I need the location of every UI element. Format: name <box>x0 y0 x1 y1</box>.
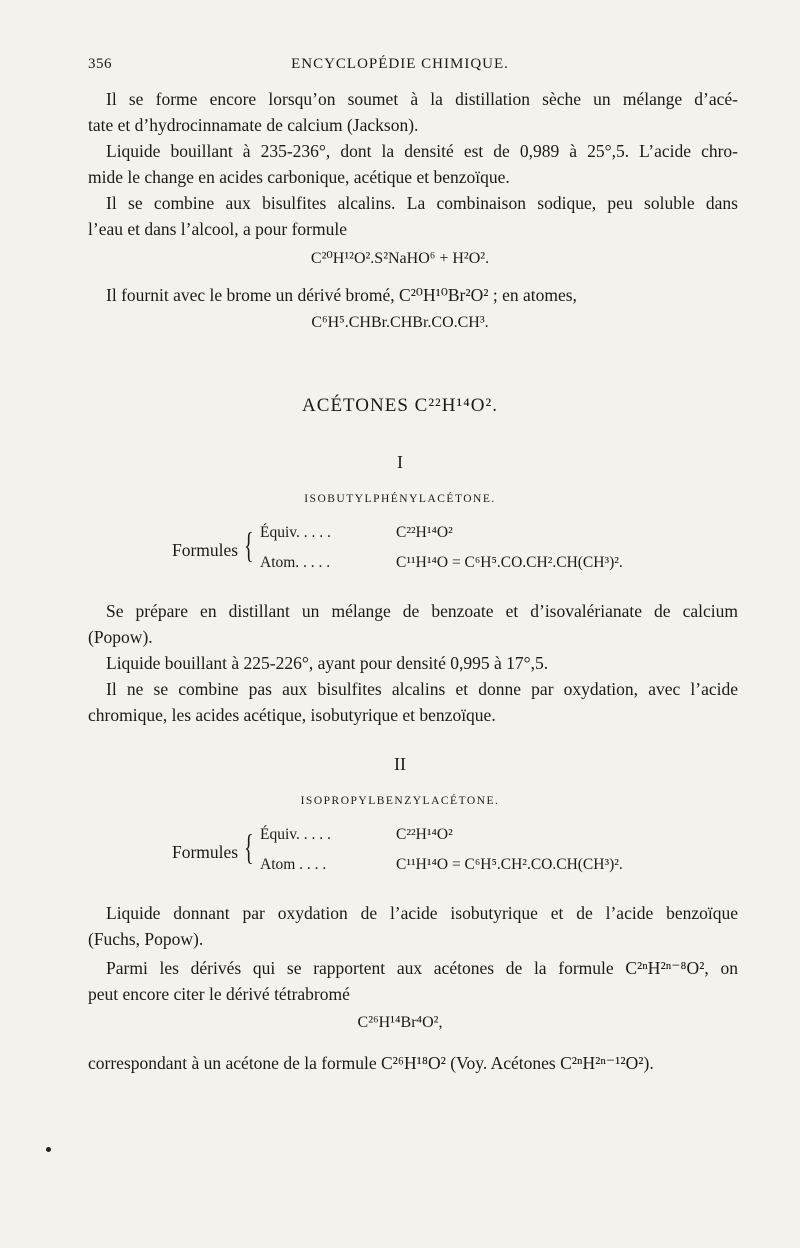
paragraph-line: Il fournit avec le brome un dérivé bromé, C²⁰H¹⁰Br²O² ; en atomes, <box>106 285 577 305</box>
compound-name: ISOPROPYLBENZYLACÉTONE. <box>300 795 500 807</box>
paragraph-line: chromique, les acides acétique, isobutyrique et benzoïque. <box>88 705 496 725</box>
paragraph-line: tate et d’hydrocinnamate de calcium (Jackson). <box>88 115 419 135</box>
chemical-formula: C²⁶H¹⁴Br⁴O², <box>357 1014 443 1031</box>
left-brace: { <box>244 525 254 565</box>
paragraph-line: Se prépare en distillant un mélange de benzoate et d’isovalérianate de calcium <box>106 601 738 621</box>
paragraph-line: Il ne se combine pas aux bisulfites alcalins et donne par oxydation, avec l’acide <box>106 679 738 699</box>
paragraph-line: Liquide bouillant à 235-236°, dont la densité est de 0,989 à 25°,5. L’acide chro- <box>106 141 738 161</box>
paragraph-line: (Popow). <box>88 627 153 647</box>
margin-dot <box>46 1147 51 1152</box>
compound-numeral: I <box>397 452 403 472</box>
atom-formula: C¹¹H¹⁴O = C⁶H⁵.CO.CH².CH(CH³)². <box>396 554 623 571</box>
section-title: ACÉTONES C²²H¹⁴O². <box>302 395 498 416</box>
atom-formula: C¹¹H¹⁴O = C⁶H⁵.CH².CO.CH(CH³)². <box>396 856 623 873</box>
running-title: ENCYCLOPÉDIE CHIMIQUE. <box>291 56 509 72</box>
paragraph-line: Liquide donnant par oxydation de l’acide isobutyrique et de l’acide benzoïque <box>106 903 738 923</box>
equiv-formula: C²²H¹⁴O² <box>396 524 453 541</box>
page-number: 356 <box>88 56 112 72</box>
left-brace: { <box>244 827 254 867</box>
paragraph-line: (Fuchs, Popow). <box>88 929 204 949</box>
paragraph-line: Il se combine aux bisulfites alcalins. La combinaison sodique, peu soluble dans <box>106 193 738 213</box>
paragraph-line: Parmi les dérivés qui se rapportent aux acétones de la formule C²ⁿH²ⁿ⁻⁸O², on <box>106 958 738 978</box>
paragraph-line: correspondant à un acétone de la formule C²⁶H¹⁸O² (Voy. Acétones C²ⁿH²ⁿ⁻¹²O²). <box>88 1053 654 1073</box>
equiv-label: Équiv. . . . . <box>260 524 331 541</box>
paragraph-line: l’eau et dans l’alcool, a pour formule <box>88 219 347 239</box>
atom-label: Atom . . . . <box>260 856 327 873</box>
compound-numeral: II <box>394 754 406 774</box>
paragraph-line: mide le change en acides carbonique, acétique et benzoïque. <box>88 167 510 187</box>
formulas-label: Formules <box>172 842 239 862</box>
chemical-formula: C⁶H⁵.CHBr.CHBr.CO.CH³. <box>311 314 489 331</box>
equiv-formula: C²²H¹⁴O² <box>396 826 453 843</box>
paragraph-line: peut encore citer le dérivé tétrabromé <box>88 984 350 1004</box>
atom-label: Atom. . . . . <box>260 554 331 571</box>
chemical-formula: C²⁰H¹²O².S²NaHO⁶ + H²O². <box>310 250 490 267</box>
paragraph-line: Liquide bouillant à 225-226°, ayant pour densité 0,995 à 17°,5. <box>106 653 549 673</box>
paragraph-line: Il se forme encore lorsqu’on soumet à la distillation sèche un mélange d’acé- <box>106 89 738 109</box>
equiv-label: Équiv. . . . . <box>260 826 331 843</box>
formulas-label: Formules <box>172 540 239 560</box>
compound-name: ISOBUTYLPHÉNYLACÉTONE. <box>304 493 496 505</box>
